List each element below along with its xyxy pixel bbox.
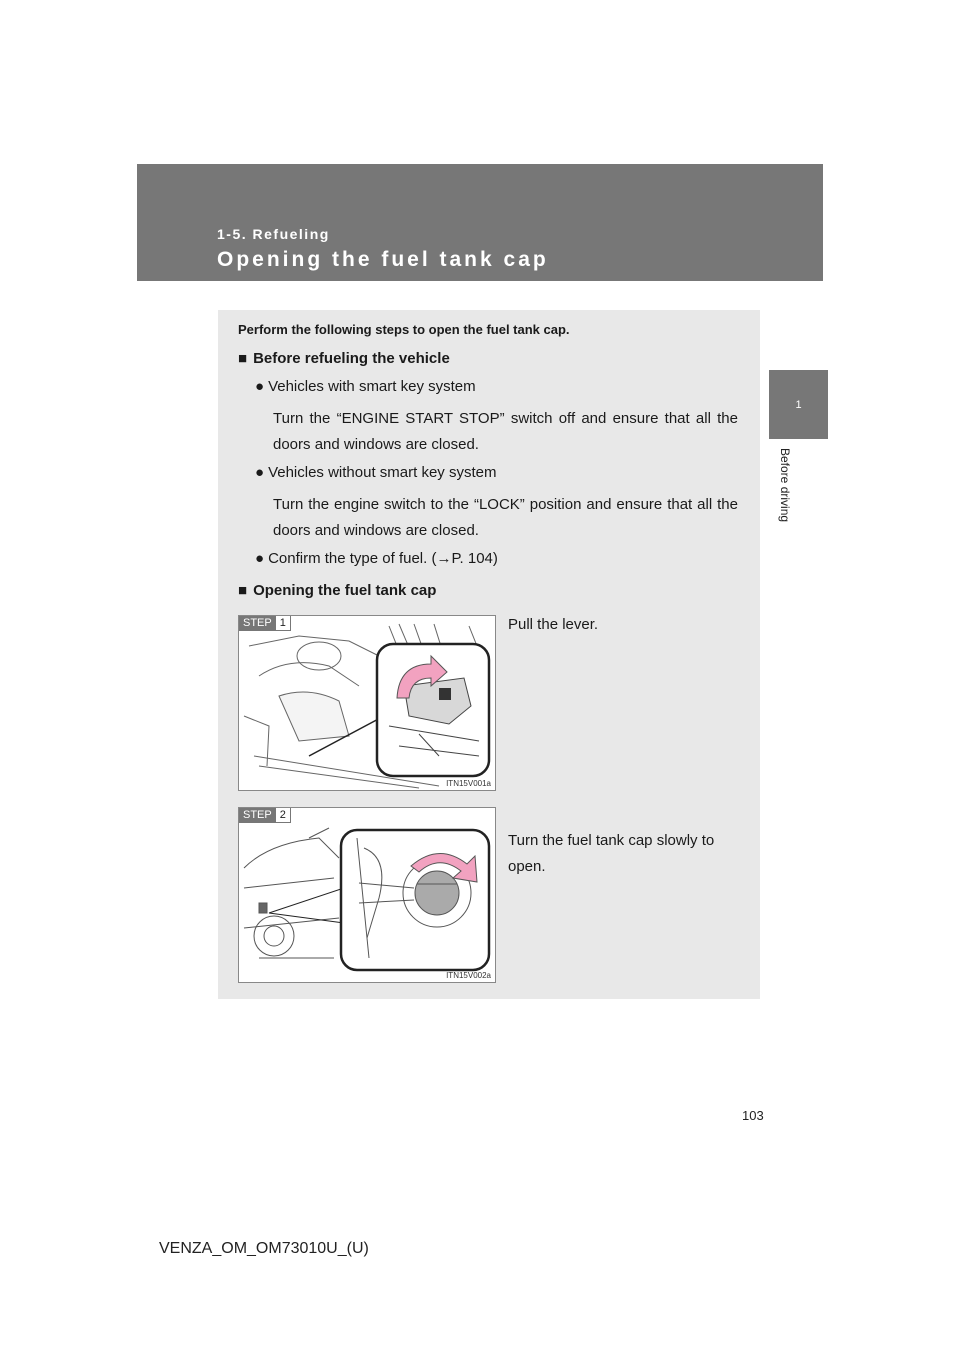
fuel-type-link[interactable]: Confirm the type of fuel. (→P. 104) — [268, 550, 498, 567]
chapter-tab[interactable]: 1 — [769, 370, 828, 439]
step-2-text: Turn the fuel tank cap slowly to open. — [508, 832, 715, 875]
square-bullet-icon: ■ — [238, 582, 248, 599]
bullet-label: Vehicles with smart key system — [268, 378, 476, 395]
figure-code: ITN15V002a — [446, 971, 491, 980]
bullet-label: Vehicles without smart key system — [268, 464, 497, 481]
square-bullet-icon: ■ — [238, 350, 248, 367]
content-panel — [218, 310, 760, 999]
paragraph-smart-key: Turn the “ENGINE START STOP” switch off and ensure that all the doors and windows are closed. — [273, 410, 738, 453]
round-bullet-icon: ● — [255, 378, 265, 395]
step-1-text: Pull the lever. — [508, 616, 599, 633]
page-title: Opening the fuel tank cap — [217, 248, 549, 271]
figure-code: ITN15V001a — [446, 779, 491, 788]
subheading-opening — [238, 582, 436, 599]
lever-illustration — [239, 616, 495, 790]
subheading-label: Before refueling the vehicle — [253, 350, 450, 367]
fuel-cap-illustration — [239, 808, 495, 982]
chapter-label: Before driving — [778, 448, 792, 523]
header-band — [137, 164, 823, 281]
bullet-no-smart-key — [255, 464, 496, 481]
step-word: STEP — [239, 616, 276, 631]
step-word: STEP — [239, 808, 276, 823]
round-bullet-icon: ● — [255, 464, 265, 481]
round-bullet-icon: ● — [255, 550, 265, 567]
intro-text: Perform the following steps to open the fuel tank cap. — [238, 322, 570, 337]
document-id: VENZA_OM_OM73010U_(U) — [159, 1240, 369, 1257]
subheading-before-refueling — [238, 350, 450, 367]
bullet-fuel-type — [255, 550, 498, 567]
step-number: 2 — [276, 808, 291, 823]
step-number: 1 — [276, 616, 291, 631]
subheading-label: Opening the fuel tank cap — [253, 582, 437, 599]
figure-pull-lever — [238, 615, 496, 791]
page-number: 103 — [742, 1108, 764, 1123]
bullet-smart-key — [255, 378, 476, 395]
figure-turn-cap — [238, 807, 496, 983]
paragraph-no-smart-key: Turn the engine switch to the “LOCK” position and ensure that all the doors and windows are closed. — [273, 496, 738, 539]
section-label: 1-5. Refueling — [217, 226, 330, 242]
step-tag — [239, 808, 291, 823]
step-tag — [239, 616, 291, 631]
